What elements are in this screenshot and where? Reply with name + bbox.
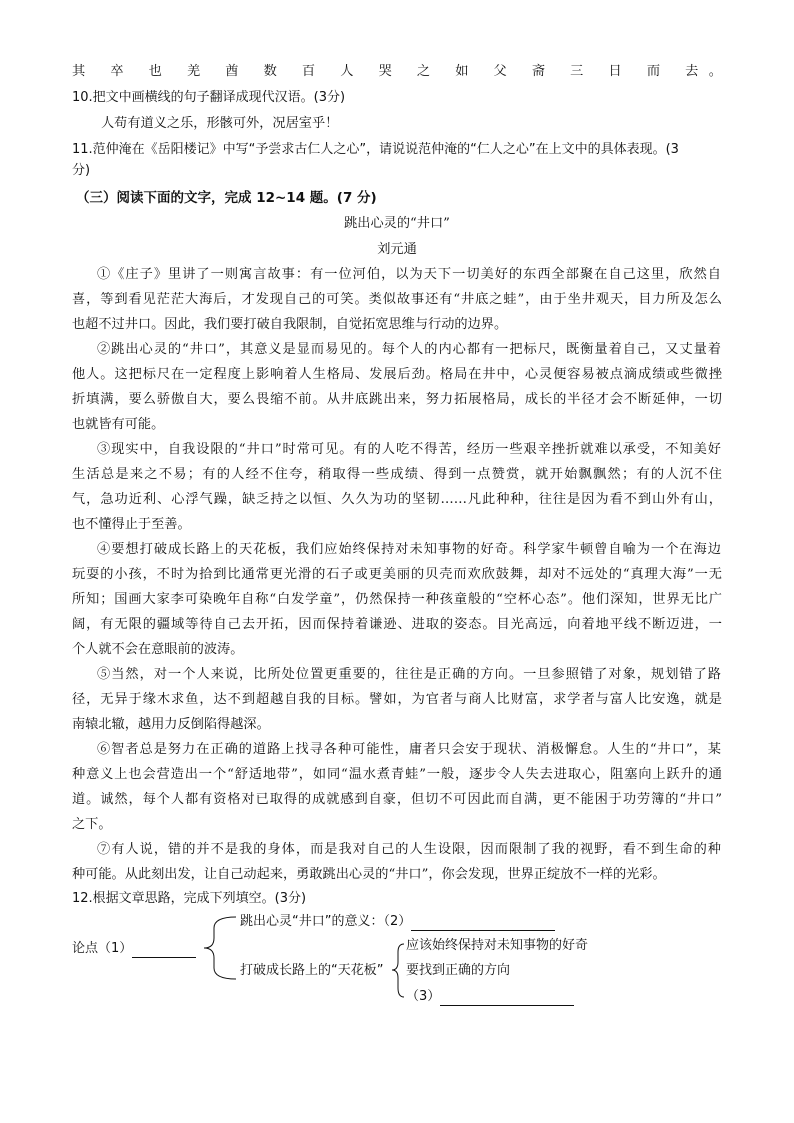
answer-blank-2[interactable] [411,916,555,931]
diagram-sub-item-1: 应该始终保持对未知事物的好奇 [406,938,589,953]
article-author: 刘元通 [377,242,417,257]
answer-blank-3[interactable] [440,991,574,1006]
question-12-prompt: 12.根据文章思路，完成下列填空。(3分) [72,891,307,906]
right-brace [392,944,404,997]
diagram-branch-bottom: 打破成长路上的“天花板” [240,963,384,978]
diagram-sub-item-2: 要找到正确的方向 [406,963,511,978]
question-10-sentence: 人苟有道义之乐，形骸可外，况居室乎！ [101,116,339,131]
diagram-sub-item-3: （3） [406,988,574,1006]
question-10-prompt: 10.把文中画横线的句子翻译成现代汉语。(3分) [72,90,346,105]
diagram-branch-top: 跳出心灵“井口”的意义：（2） [240,913,555,931]
question-11-prompt-line2: 分) [72,163,91,178]
section-3-heading: （三）阅读下面的文字，完成 12~14 题。(7 分) [76,190,377,206]
diagram-root-label: 论点（1） [72,940,196,958]
left-brace [204,917,236,979]
question-11-prompt-line1: 11.范仲淹在《岳阳楼记》中写“予尝求古仁人之心”，请说说范仲淹的“仁人之心”在上文中的具体表现。(3 [72,142,679,157]
article-title: 跳出心灵的“井口” [344,216,450,231]
exam-page: 其 卒 也 羌 酋 数 百 人 哭 之 如 父 斋 三 日 而 去。 10.把文中画横线的句子翻译成现代汉语。(3分) 人苟有道义之乐，形骸可外，况居室乎！ 11.范仲淹在《岳阳楼记》中写“予尝求古仁人之心”，请说说范仲淹的“仁人之心”在上文中的具体表现。(3 分) （三）阅读下面的文字，完成 12~14 题。(7 分) 跳出心灵的“井口” 刘元通 ①《庄子》里讲了一则寓言故事：有一位河伯，以为天下一切美好的东西全部聚在自己这里，欣然自 喜，等到看见茫茫大海后，才发现自己的可笑。类似故事还有“井底之蛙”，由于坐井观天，目力所及怎么 也超不过井口。因此，我们要打破自我限制，自觉拓宽思维与行动的边界。 ②跳出心灵的“井口”，其意义是显而易见的。每个人的内心都有一把标尺，既衡量着自己，又丈量着 他人。这把标尺在一定程度上影响着人生格局、发展后劲。格局在井中，心灵便容易被点滴成绩或些微挫 折填满，要么骄傲自大，要么畏缩不前。从井底跳出来，努力拓展格局，成长的半径才会不断延伸，一切 也就皆有可能。 ③现实中，自我设限的“井口”时常可见。有的人吃不得苦，经历一些艰辛挫折就难以承受，不知美好 生活总是来之不易；有的人经不住夸，稍取得一些成绩、得到一点赞赏，就开始飘飘然；有的人沉不住 气，急功近利、心浮气躁，缺乏持之以恒、久久为功的坚韧……凡此种种，往往是因为看不到山外有山， 也不懂得止于至善。 ④要想打破成长路上的天花板，我们应始终保持对未知事物的好奇。科学家牛顿曾自喻为一个在海边 玩耍的小孩，不时为拾到比通常更光滑的石子或更美丽的贝壳而欢欣鼓舞，却对不远处的“真理大海”一无 所知；国画大家李可染晚年自称“白发学童”，仍然保持一种孩童般的“空杯心态”。他们深知，世界无比广 阔，有无限的疆域等待自己去开拓，因而保持着谦逊、进取的姿态。目光高远，向着地平线不断迈进，一 个人就不会在意眼前的波涛。 ⑤当然，对一个人来说，比所处位置更重要的，往往是正确的方向。一旦参照错了对象，规划错了路 径，无异于缘木求鱼，达不到超越自我的目标。譬如，为官者与商人比财富，求学者与富人比安逸，就是 南辕北辙，越用力反倒陷得越深。 ⑥智者总是努力在正确的道路上找寻各种可能性，庸者只会安于现状、消极懈怠。人生的“井口”，某 种意义上也会营造出一个“舒适地带”，如同“温水煮青蛙”一般，逐步令人失去进取心，阻塞向上跃升的通 道。诚然，每个人都有资格对已取得的成就感到自豪，但切不可因此而自满，更不能困于功劳簿的“井口” 之下。 ⑦有人说，错的并不是我的身体，而是我对自己的人生设限，因而限制了我的视野，看不到生命的种 种可能。从此刻出发，让自己动起来，勇敢跳出心灵的“井口”，你会发现，世界正绽放不一样的光彩。 12.根据文章思路，完成下列填空。(3分) 论点（1） 跳出心灵“井口”的意义：（2） 打破成长路上的“天花板” 应该始终保持对未知事物的好奇 要找到正确的方向 （3） [0,0,794,1123]
classical-text-last-line: 其 卒 也 羌 酋 数 百 人 哭 之 如 父 斋 三 日 而 去。 [72,64,722,79]
